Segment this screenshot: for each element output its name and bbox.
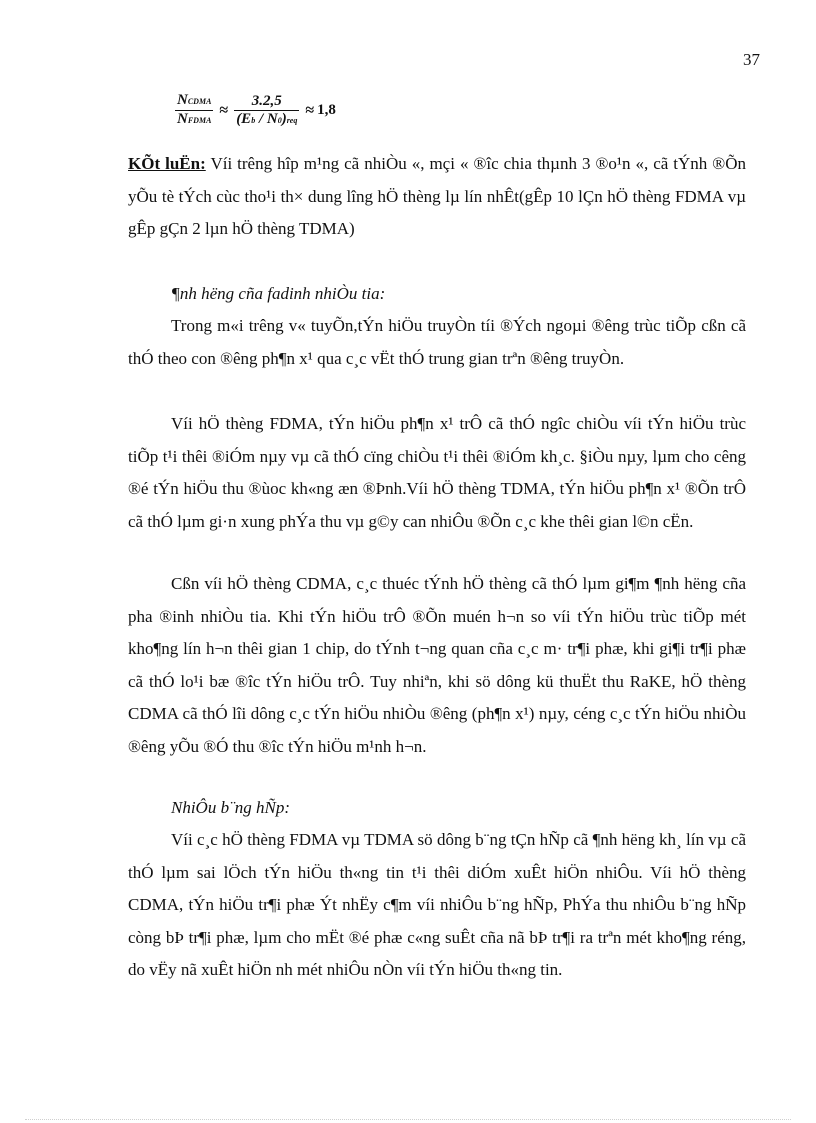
- capacity-ratio-fraction: [175, 92, 213, 129]
- rhs-numerator: 3.2,5: [251, 92, 282, 109]
- lhs-numerator: N: [177, 92, 188, 108]
- conclusion-paragraph: [128, 148, 746, 246]
- formula-result: 1,8: [317, 102, 336, 118]
- snr-fraction: [234, 93, 299, 129]
- rhs-den-n: / N: [255, 110, 278, 127]
- section-heading-narrowband: NhiÔu b¨ng hÑp:: [171, 798, 290, 817]
- rhs-den-b: b: [251, 115, 256, 125]
- paragraph-cdma-fading: Cßn víi hÖ thèng CDMA, c¸c thuéc tÝnh hÖ thèng cã thÓ lµm gi¶m ¶nh hëng cña pha ®inh nhiÒu tia. Khi tÝn hiÖu trÔ ®Õn muén h¬n so víi tÝn hiÖu trùc tiÕp mét kho¶ng lín h¬n thêi gian 1 chip, do tÝnh t¬ng quan cña c¸c m· tr¶i phæ, khi gi¶i tr¶i phæ cã thÓ lo¹i bæ ®îc tÝn hiÖu trÔ. Tuy nhiªn, khi sö dông kü thuËt thu RaKE, hÖ thèng CDMA cã thÓ lîi dông c¸c tÝn hiÖu nhiÒu ®êng (ph¶n x¹) nµy, céng c¸c tÝn hiÖu nhiÒu ®êng yÕu ®Ó thu ®îc tÝn hiÖu m¹nh h¬n.: [128, 574, 746, 756]
- conclusion-label: KÕt luËn:: [128, 154, 206, 173]
- lhs-numerator-sub: CDMA: [187, 97, 212, 106]
- rhs-den-close: ): [281, 110, 287, 127]
- rhs-den-zero: 0: [277, 115, 282, 125]
- section-heading-fading: ¶nh hëng cña fadinh nhiÒu tia:: [171, 284, 386, 303]
- approx-symbol: ≈: [305, 101, 315, 119]
- lhs-denominator: N: [177, 111, 188, 127]
- approx-symbol: ≈: [219, 101, 229, 119]
- rhs-den-open: (E: [236, 110, 252, 127]
- paragraph-narrowband: Víi c¸c hÖ thèng FDMA vµ TDMA sö dông b¨ng tÇn hÑp cã ¶nh hëng kh¸ lín vµ cã thÓ lµm sai lÖch tÝn hiÖu th«ng tin t¹i thêi diÓm xuÊt hiÖn nhiÔu. Víi hÖ thèng CDMA, tÝn hiÖu tr¶i phæ Ýt nhËy c¶m víi nhiÔu b¨ng hÑp, PhÝa thu nhiÔu b¨ng hÑp còng bÞ tr¶i phæ, lµm cho mËt ®é phæ c«ng suÊt cña nã bÞ tr¶i ra trªn mét kho¶ng réng, do vËy nã xuÊt hiÖn nh mét nhiÔu nÒn víi tÝn hiÖu th«ng tin.: [128, 830, 746, 979]
- conclusion-text: Víi trêng hîp m¹ng cã nhiÒu «, mçi « ®îc chia thµnh 3 ®o¹n «, cã tÝnh ®Õn yÕu tè tÝch cùc tho¹i th× dung lîng hÖ thèng lµ lín nhÊt(gÊp 10 lÇn hÖ thèng FDMA vµ gÊp gÇn 2 lµn hÖ thèng TDMA): [128, 154, 746, 238]
- capacity-ratio-formula: [172, 92, 336, 129]
- footer-divider: [25, 1119, 791, 1120]
- paragraph-multipath: Trong m«i trêng v« tuyÕn,tÝn hiÖu truyÒn tíi ®Ých ngoµi ®êng trùc tiÕp cßn cã thÓ theo con ®êng ph¶n x¹ qua c¸c vËt thÓ trung gian trªn ®êng truyÒn.: [128, 316, 746, 368]
- lhs-denominator-sub: FDMA: [187, 116, 212, 125]
- page-number: 37: [743, 50, 760, 69]
- paragraph-fdma-tdma: Víi hÖ thèng FDMA, tÝn hiÖu ph¶n x¹ trÔ cã thÓ ngîc chiÒu víi tÝn hiÖu trùc tiÕp t¹i thêi ®iÓm nµy vµ cã thÓ cïng chiÒu t¹i thêi ®iÓm kh¸c. §iÒu nµy, lµm cho cêng ®é tÝn hiÖu thu ®ùoc kh«ng æn ®Þnh.Víi hÖ thèng TDMA, tÝn hiÖu ph¶n x¹ ®Õn trÔ cã thÓ lµm gi·n xung phÝa thu vµ g©y can nhiÔu ®Õn c¸c khe thêi gian l©n cËn.: [128, 414, 746, 531]
- rhs-den-req: req: [286, 115, 298, 125]
